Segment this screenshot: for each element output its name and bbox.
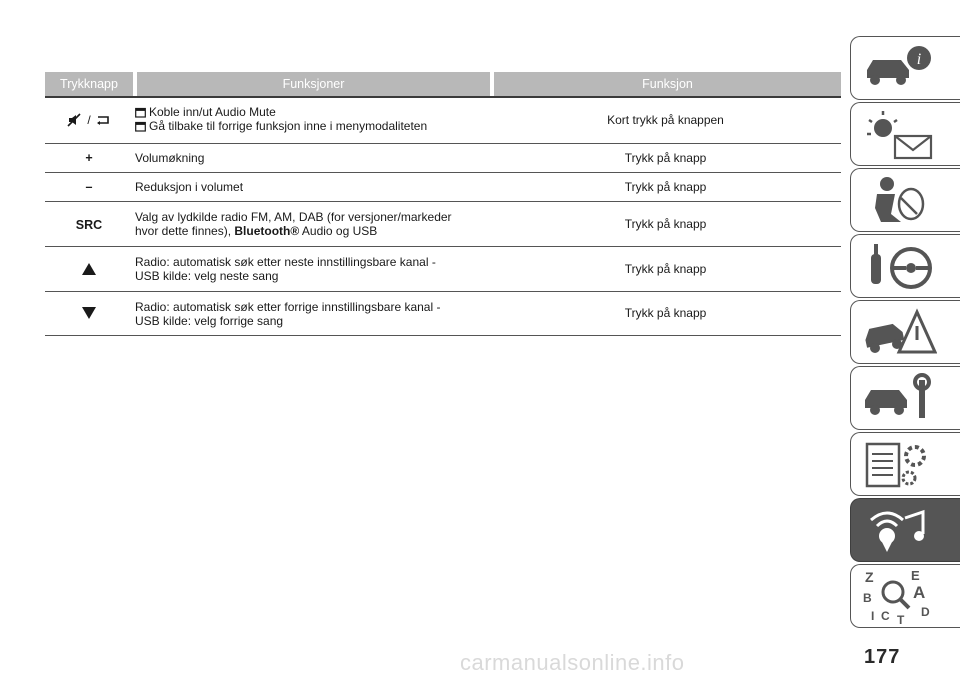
tab-warning-lights[interactable]: [850, 102, 960, 166]
tab-index[interactable]: [850, 564, 960, 628]
back-icon: [95, 114, 111, 126]
multimedia-icon: [861, 504, 937, 556]
tab-car-info[interactable]: [850, 36, 960, 100]
function-line: Radio: automatisk søk etter forrige innstillingsbare kanal -: [135, 299, 441, 314]
header-funksjon: Funksjon: [494, 72, 841, 96]
function-line: USB kilde: velg forrige sang: [135, 313, 284, 328]
triangle-up-icon: [82, 263, 96, 275]
table-row: [45, 173, 841, 202]
action-cell: Kort trykk på knappen: [607, 113, 724, 127]
function-line: Audio og USB: [299, 223, 378, 238]
tab-safety[interactable]: [850, 168, 960, 232]
key-plus: +: [85, 150, 93, 165]
key-cell: [45, 98, 133, 143]
page-number: 177: [864, 646, 901, 668]
back-icon: [135, 121, 146, 132]
function-cell: [133, 292, 490, 335]
svg-text:E: E: [911, 568, 920, 583]
mute-icon: [67, 113, 83, 127]
function-line: hvor dette finnes),: [135, 223, 235, 238]
table-row: [45, 144, 841, 173]
key-cell: [45, 247, 133, 291]
action-cell: Trykk på knapp: [624, 179, 707, 194]
function-line: Radio: automatisk søk etter neste innstillingsbare kanal -: [135, 254, 436, 269]
key-src: SRC: [75, 217, 103, 232]
svg-text:I: I: [871, 609, 875, 623]
svg-text:C: C: [881, 609, 890, 623]
warning-light-message-icon: [861, 108, 937, 160]
bluetooth-label: Bluetooth®: [234, 223, 300, 238]
function-line: Valg av lydkilde radio FM, AM, DAB (for versjoner/markeder: [135, 209, 452, 224]
function-cell: Reduksjon i volumet: [135, 179, 244, 194]
tab-start-driving[interactable]: [850, 234, 960, 298]
function-cell: [133, 98, 490, 143]
key-steering-wheel-icon: [861, 240, 937, 292]
table-header: [45, 72, 841, 96]
tab-technical-data[interactable]: [850, 432, 960, 496]
function-cell: [133, 202, 490, 246]
specs-gear-icon: [861, 438, 937, 490]
function-line: USB kilde: velg neste sang: [135, 268, 279, 283]
header-trykknapp: Trykknapp: [45, 72, 133, 96]
function-line: Gå tilbake til forrige funksjon inne i menymodaliteten: [149, 118, 428, 133]
mute-icon: [135, 107, 146, 118]
index-alphabet-icon: [861, 566, 937, 626]
action-cell: Trykk på knapp: [624, 216, 707, 231]
table-row: [45, 247, 841, 292]
svg-text:B: B: [863, 591, 872, 605]
table-row: [45, 202, 841, 247]
car-service-icon: [861, 372, 937, 424]
tab-maintenance[interactable]: [850, 366, 960, 430]
tab-emergency[interactable]: [850, 300, 960, 364]
seat-airbag-icon: [861, 174, 937, 226]
svg-text:Z: Z: [865, 569, 874, 585]
tab-multimedia[interactable]: [850, 498, 960, 562]
action-cell: Trykk på knapp: [624, 306, 707, 320]
action-cell: Trykk på knapp: [624, 261, 707, 276]
key-cell: [45, 292, 133, 335]
svg-text:A: A: [913, 583, 926, 602]
svg-text:D: D: [921, 605, 930, 619]
key-minus: –: [85, 179, 93, 194]
watermark: carmanualsonline.info: [460, 650, 685, 675]
function-line: Koble inn/ut Audio Mute: [149, 104, 276, 119]
table-row: [45, 98, 841, 144]
car-info-icon: [861, 42, 937, 94]
controls-table: [45, 72, 841, 336]
table-row: [45, 292, 841, 336]
function-cell: Volumøkning: [135, 150, 205, 165]
triangle-down-icon: [82, 307, 96, 319]
function-cell: [133, 247, 490, 291]
svg-text:i: i: [916, 51, 922, 68]
action-cell: Trykk på knapp: [624, 150, 707, 165]
svg-text:T: T: [897, 613, 905, 626]
car-emergency-icon: [861, 306, 937, 358]
header-funksjoner: Funksjoner: [137, 72, 490, 96]
key-separator: /: [87, 113, 91, 127]
